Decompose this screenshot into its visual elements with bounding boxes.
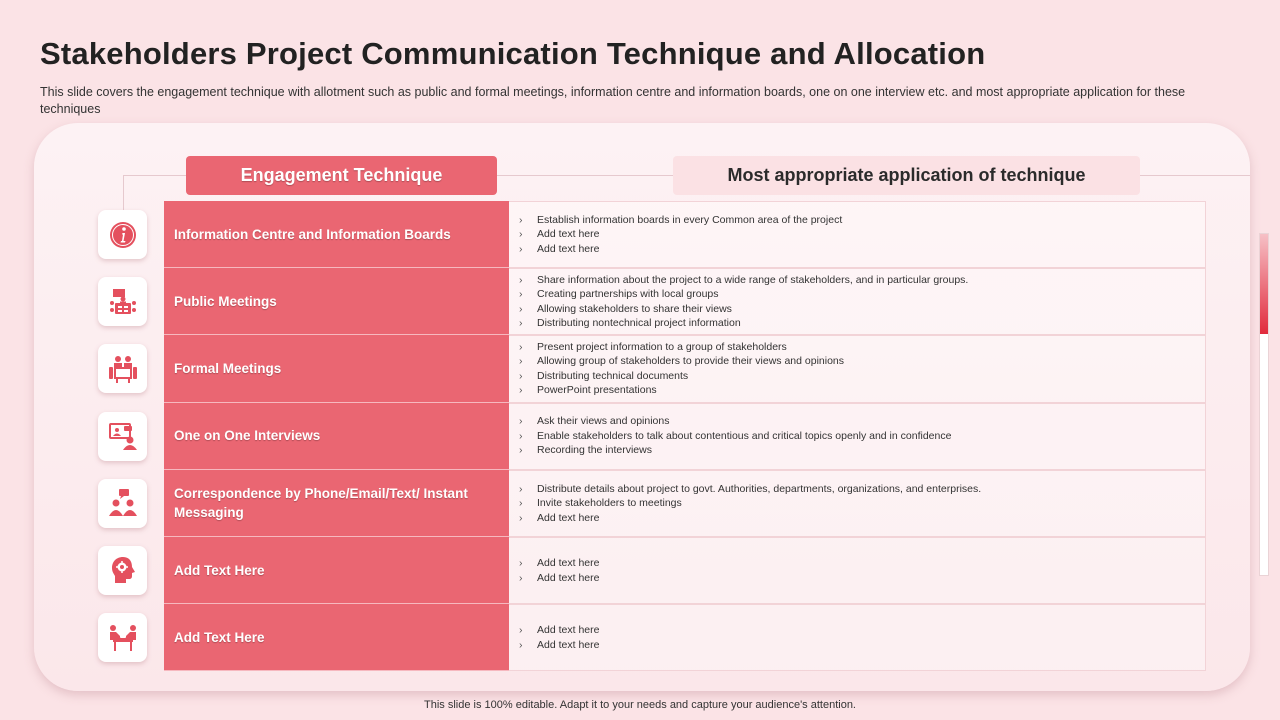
technique-label: Add Text Here (164, 604, 509, 671)
page-title: Stakeholders Project Communication Technique and Allocation (40, 36, 986, 71)
video-call-icon (98, 412, 147, 461)
scrollbar[interactable] (1259, 233, 1269, 576)
bullet-item: › Distributing technical documents (519, 369, 844, 384)
bullet-item: › Add text here (519, 638, 599, 653)
footer-note: This slide is 100% editable. Adapt it to your needs and capture your audience's attention. (424, 699, 856, 711)
handshake-icon (98, 613, 147, 662)
application-cell (509, 403, 1206, 470)
page-subtitle: This slide covers the engagement technique with allotment such as public and formal meetings, information centre and information boards, one on one interview etc. and most appropriate application for these techniques (40, 85, 1186, 116)
table-row (98, 335, 1206, 402)
presentation-icon (98, 277, 147, 326)
bullet-item: › Share information about the project to a wide range of stakeholders, and in particular groups. (519, 273, 968, 288)
table-row (98, 268, 1206, 335)
bullet-item: › Distribute details about project to govt. Authorities, departments, organizations, and enterprises. (519, 482, 981, 497)
bullet-item: › Establish information boards in every Common area of the project (519, 213, 842, 228)
technique-label: Information Centre and Information Boards (164, 201, 509, 268)
scrollbar-thumb[interactable] (1260, 234, 1268, 334)
application-cell (509, 201, 1206, 268)
bullet-item: › Recording the interviews (519, 443, 951, 458)
bullet-item: › Add text here (519, 571, 599, 586)
application-cell (509, 470, 1206, 537)
table-row (98, 604, 1206, 671)
application-cell (509, 604, 1206, 671)
application-cell (509, 268, 1206, 335)
technique-label: Public Meetings (164, 268, 509, 335)
bullet-item: › Add text here (519, 623, 599, 638)
chat-people-icon (98, 479, 147, 528)
table-row (98, 403, 1206, 470)
technique-label: Formal Meetings (164, 335, 509, 402)
bullet-item: › PowerPoint presentations (519, 383, 844, 398)
bullet-item: › Ask their views and opinions (519, 414, 951, 429)
technique-label: Correspondence by Phone/Email/Text/ Instant Messaging (164, 470, 509, 537)
application-cell (509, 335, 1206, 402)
bullet-item: › Enable stakeholders to talk about contentious and critical topics openly and in confidence (519, 429, 951, 444)
table-row (98, 201, 1206, 268)
bullet-item: › Present project information to a group of stakeholders (519, 340, 844, 355)
bullet-item: › Add text here (519, 242, 842, 257)
bullet-item: › Distributing nontechnical project information (519, 316, 968, 331)
technique-label: Add Text Here (164, 537, 509, 604)
technique-label: One on One Interviews (164, 403, 509, 470)
bullet-item: › Add text here (519, 556, 599, 571)
bullet-item: › Allowing group of stakeholders to provide their views and opinions (519, 354, 844, 369)
head-gear-icon (98, 546, 147, 595)
bullet-item: › Allowing stakeholders to share their views (519, 302, 968, 317)
table-row (98, 470, 1206, 537)
application-cell (509, 537, 1206, 604)
meeting-table-icon (98, 344, 147, 393)
header-application: Most appropriate application of technique (673, 156, 1140, 195)
info-icon (98, 210, 147, 259)
bullet-item: › Add text here (519, 511, 981, 526)
table-row (98, 537, 1206, 604)
header-engagement-technique: Engagement Technique (186, 156, 497, 195)
bullet-item: › Invite stakeholders to meetings (519, 496, 981, 511)
bullet-item: › Creating partnerships with local groups (519, 287, 968, 302)
technique-table (98, 201, 1206, 671)
bullet-item: › Add text here (519, 227, 842, 242)
